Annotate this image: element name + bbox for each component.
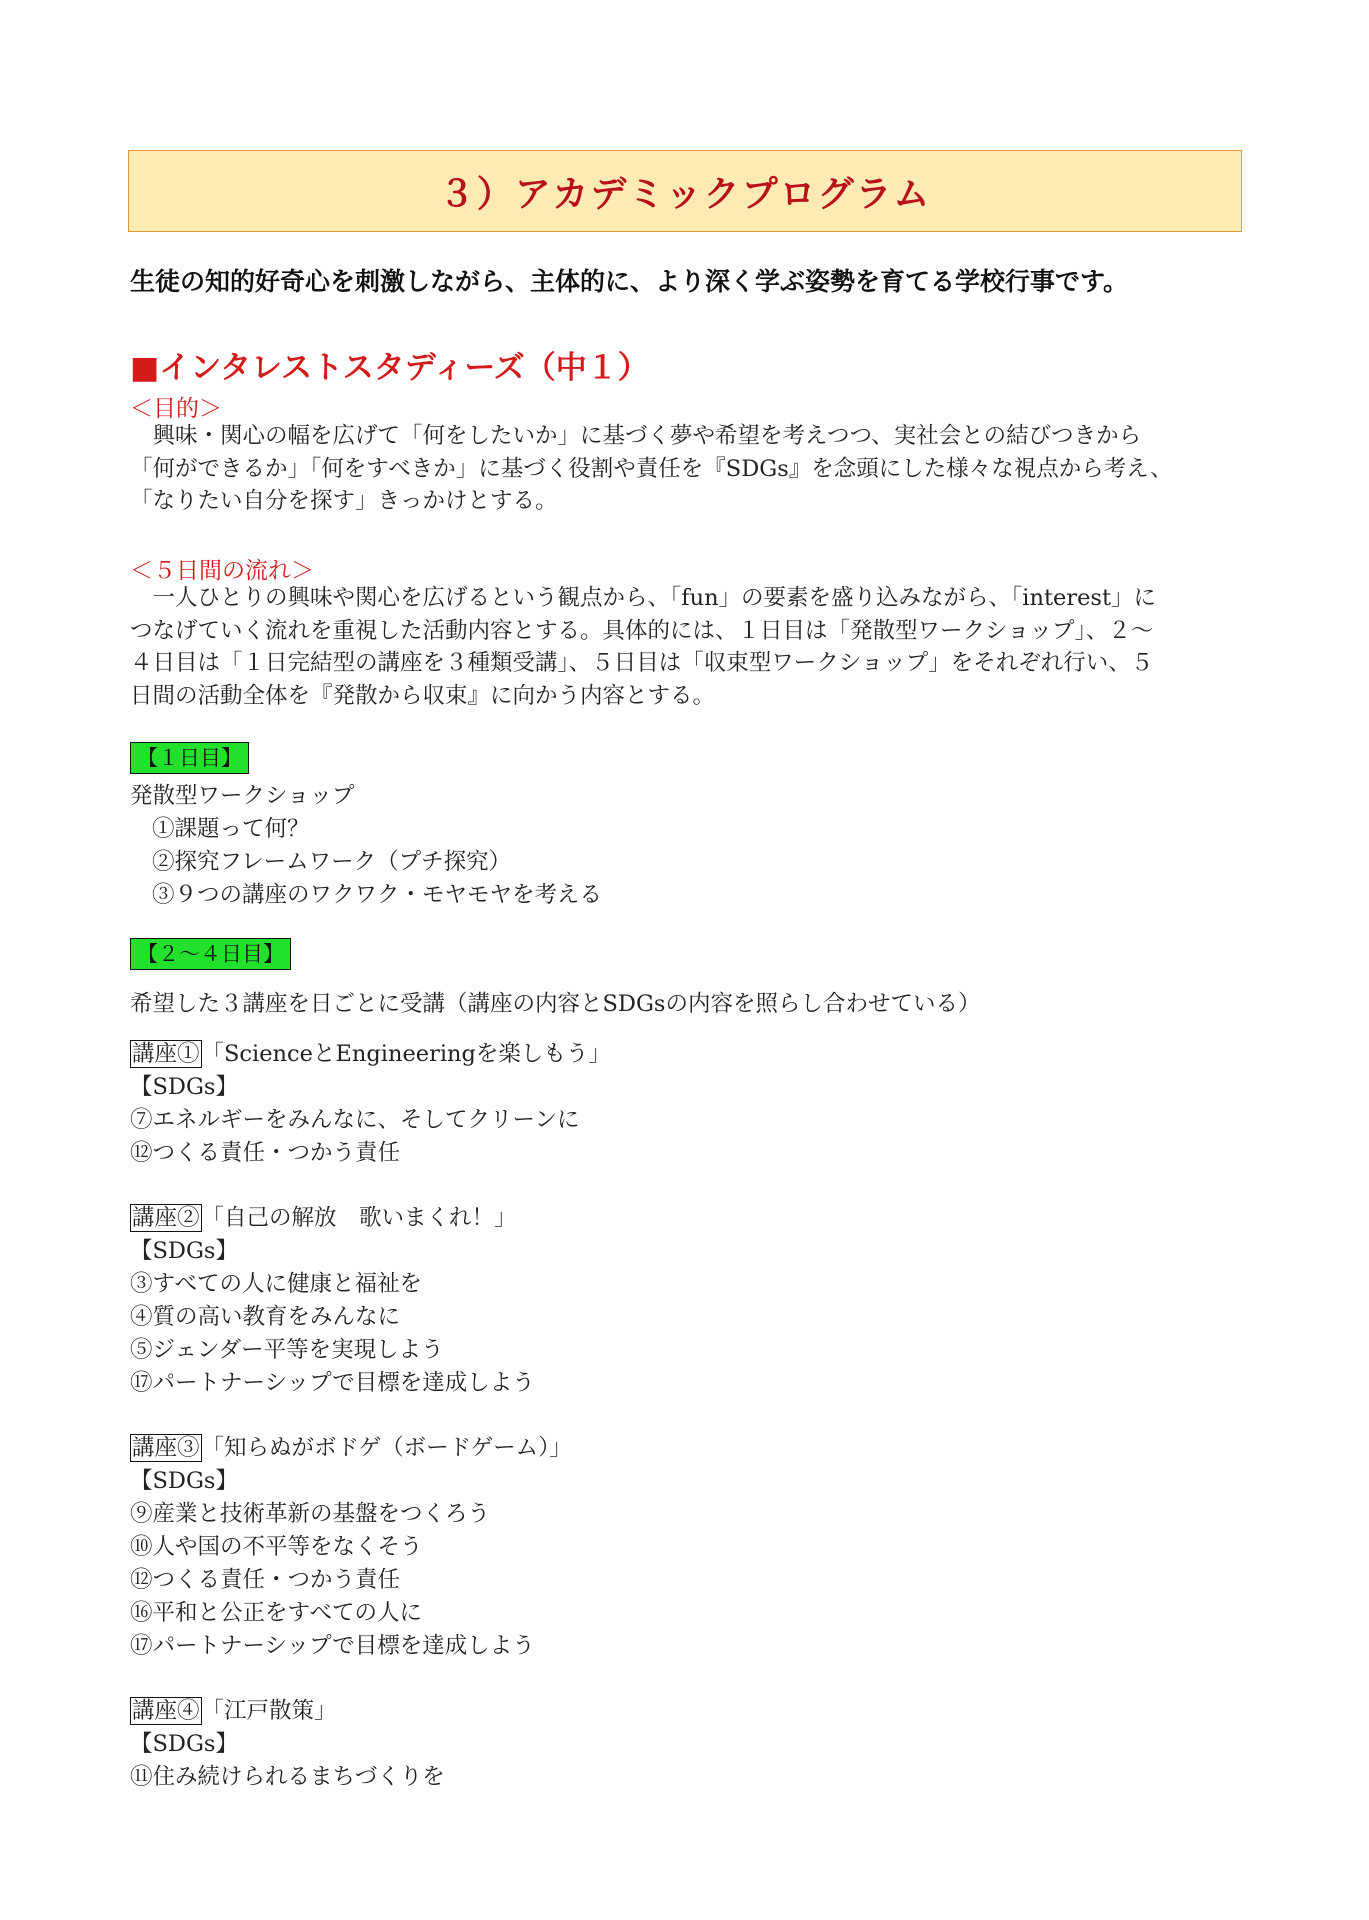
sdgs-label: 【SDGs】 [130,1731,238,1757]
flow-line: ４日目は「１日完結型の講座を３種類受講」、５日目は「収束型ワークショップ」をそれぞれ行い、５ [130,650,1154,676]
course-3-header [130,1430,572,1462]
course-title: 「自己の解放 歌いまくれ！」 [201,1205,517,1231]
sdg-item: ⑨産業と技術革新の基盤をつくろう [130,1501,491,1527]
day2to4-badge: 【２～４日目】 [130,938,291,970]
flow-heading: ＜５日間の流れ＞ [130,558,314,584]
sdg-item: ⑰パートナーシップで目標を達成しよう [130,1633,535,1659]
course-title: 「ScienceとEngineeringを楽しもう」 [201,1041,611,1067]
flow-line: 一人ひとりの興味や関心を広げるという観点から、「fun」の要素を盛り込みながら、「interest」に [130,585,1157,611]
day1-item: ①課題って何？ [152,816,310,842]
course-4-header [130,1693,337,1725]
purpose-paragraph [130,420,1270,518]
flow-line: つなげていく流れを重視した活動内容とする。具体的には、１日目は「発散型ワークショップ」、２～ [130,617,1154,644]
course-label: 講座② [132,1205,200,1231]
course-label: 講座④ [132,1698,200,1724]
purpose-line: 興味・関心の幅を広げて「何をしたいか」に基づく夢や希望を考えつつ、実社会との結びつきから [130,423,1142,449]
sdgs-label: 【SDGs】 [130,1468,238,1494]
flow-line: 日間の活動全体を『発散から収束』に向かう内容とする。 [130,682,716,709]
sdg-item: ⑦エネルギーをみんなに、そしてクリーンに [130,1107,580,1133]
sdgs-label: 【SDGs】 [130,1074,238,1100]
course-1-header [130,1036,611,1068]
day1-item: ②探究フレームワーク（プチ探究） [152,849,512,875]
sdgs-label: 【SDGs】 [130,1238,238,1264]
course-label: 講座③ [132,1435,200,1461]
sdg-item: ⑪住み続けられるまちづくりを [130,1764,445,1790]
course-2-header [130,1200,517,1232]
sdg-item: ⑤ジェンダー平等を実現しよう [130,1337,444,1363]
day1-title: 発散型ワークショップ [130,783,355,809]
course-label: 講座① [132,1041,200,1067]
section-heading: ■インタレストスタディーズ（中１） [130,350,649,386]
sdg-item: ⑫つくる責任・つかう責任 [130,1140,401,1166]
flow-paragraph [130,582,1270,712]
purpose-line: 「なりたい自分を探す」きっかけとする。 [130,488,558,514]
sdg-item: ④質の高い教育をみんなに [130,1304,401,1330]
purpose-heading: ＜目的＞ [130,396,222,422]
sdg-item: ③すべての人に健康と福祉を [130,1271,423,1297]
course-title: 「知らぬがボドゲ（ボードゲーム）」 [201,1435,572,1461]
page-title: ３）アカデミックプログラム [128,150,1242,232]
sdg-item: ⑰パートナーシップで目標を達成しよう [130,1370,535,1396]
day2to4-intro: 希望した３講座を日ごとに受講（講座の内容とSDGsの内容を照らし合わせている） [130,991,981,1017]
sdg-item: ⑩人や国の不平等をなくそう [130,1534,423,1560]
course-title: 「江戸散策」 [201,1698,337,1724]
day1-item: ③９つの講座のワクワク・モヤモヤを考える [152,882,603,908]
sdg-item: ⑯平和と公正をすべての人に [130,1600,423,1626]
day1-badge: 【１日目】 [130,742,249,774]
sdg-item: ⑫つくる責任・つかう責任 [130,1567,401,1593]
purpose-line: 「何ができるか」「何をすべきか」に基づく役割や責任を『SDGs』を念頭にした様々な視点から考え、 [130,455,1173,482]
lead-text: 生徒の知的好奇心を刺激しながら、主体的に、より深く学ぶ姿勢を育てる学校行事です。 [130,267,1129,296]
